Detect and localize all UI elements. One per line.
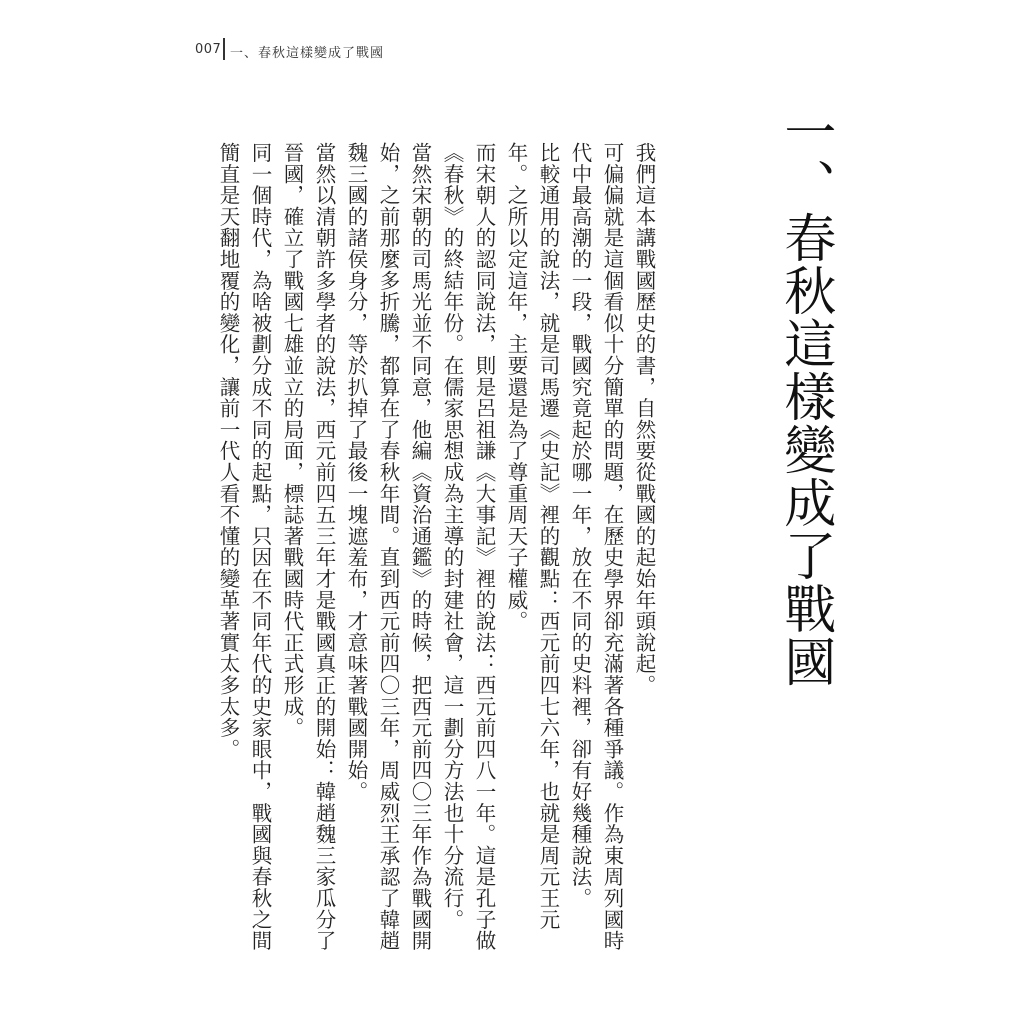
running-header-title: 一、春秋這樣變成了戰國	[230, 46, 385, 61]
paragraph-7: 同一個時代，為啥被劃分成不同的起點，只因在不同年代的史家眼中，戰國與春秋之間簡直是天翻地覆的變化，讓前一代人看不懂的變革著實太多太多。	[216, 142, 272, 952]
paragraph-4: 而宋朝人的認同說法，則是呂祖謙《大事記》裡的說法：西元前四八一年。這是孔子做《春秋》的終結年份。在儒家思想成為主導的封建社會，這一劃分方法也十分流行。	[440, 142, 496, 952]
paragraph-1: 我們這本講戰國歷史的書，自然要從戰國的起始年頭說起。	[632, 142, 656, 696]
paragraph-6: 當然以清朝許多學者的說法，西元前四五三年才是戰國真正的開始：韓趙魏三家瓜分了晉國，確立了戰國七雄並立的局面，標誌著戰國時代正式形成。	[280, 142, 336, 952]
page-number: 007	[195, 42, 222, 57]
header-divider	[223, 38, 225, 60]
body-text	[212, 142, 660, 972]
paragraph-2: 可偏偏就是這個看似十分簡單的問題，在歷史學界卻充滿著各種爭議。作為東周列國時代中最高潮的一段，戰國究竟起於哪一年，放在不同的史料裡，卻有好幾種說法。	[568, 142, 624, 952]
chapter-title: 一、春秋這樣變成了戰國	[774, 105, 835, 688]
paragraph-5: 當然宋朝的司馬光並不同意，他編《資治通鑑》的時候，把西元前四〇三年作為戰國開始，之前那麼多折騰，都算在了春秋年間。直到西元前四〇三年，周威烈王承認了韓趙魏三國的諸侯身分，等於扒掉了最後一塊遮羞布，才意味著戰國開始。	[344, 142, 432, 952]
paragraph-3: 比較通用的說法，就是司馬遷《史記》裡的觀點：西元前四七六年，也就是周元王元年。之所以定這年，主要還是為了尊重周天子權威。	[504, 142, 560, 931]
